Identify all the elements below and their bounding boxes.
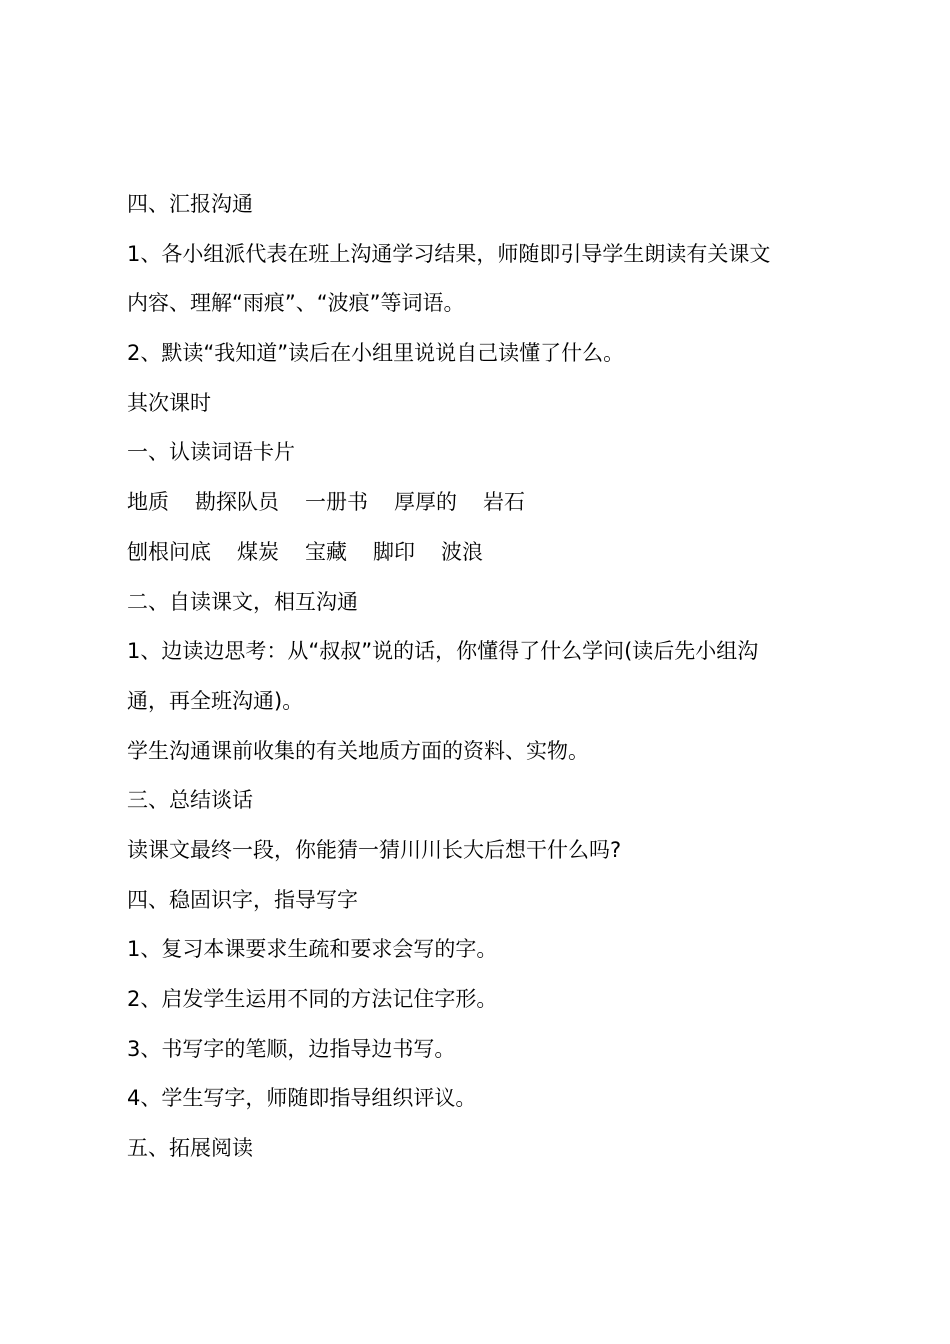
paragraph-line: 读课文最终一段，你能猜一猜川川长大后想干什么吗?	[127, 837, 622, 862]
section-heading: 三、总结谈话	[127, 788, 253, 813]
vocabulary-row	[127, 528, 837, 578]
vocab-word: 岩石	[483, 490, 525, 515]
section-heading: 四、汇报沟通	[127, 192, 253, 216]
vocab-word: 脚印	[373, 539, 415, 564]
section-heading: 五、拓展阅读	[127, 1136, 253, 1161]
section-heading: 四、稳固识字，指导写字	[127, 887, 358, 912]
vocabulary-row	[127, 478, 837, 528]
section-heading: 二、自读课文，相互沟通	[127, 589, 358, 614]
vocab-word: 宝藏	[305, 539, 347, 564]
paragraph-line: 1、复习本课要求生疏和要求会写的字。	[127, 937, 498, 962]
document-body	[127, 180, 837, 1174]
vocab-word: 一册书	[305, 490, 368, 515]
vocab-word: 刨根问底	[127, 539, 211, 564]
paragraph-line: 4、学生写字，师随即指导组织评议。	[127, 1086, 477, 1111]
paragraph-line: 内容、理解“雨痕”、“波痕”等词语。	[127, 291, 465, 316]
vocab-word: 波浪	[441, 539, 483, 564]
vocab-word: 煤炭	[237, 539, 279, 564]
vocab-word: 地质	[127, 490, 169, 515]
paragraph-line: 1、边读边思考：从“叔叔”说的话，你懂得了什么学问(读后先小组沟	[127, 639, 759, 664]
paragraph-line: 2、默读“我知道”读后在小组里说说自己读懂了什么。	[127, 341, 625, 366]
section-heading: 一、认读词语卡片	[127, 440, 295, 465]
vocab-word: 勘探队员	[195, 490, 279, 515]
paragraph-line: 3、书写字的笔顺，边指导边书写。	[127, 1036, 456, 1061]
paragraph-line: 1、各小组派代表在班上沟通学习结果，师随即引导学生朗读有关课文	[127, 241, 771, 266]
paragraph-line: 2、启发学生运用不同的方法记住字形。	[127, 987, 498, 1011]
paragraph-line: 通，再全班沟通)。	[127, 688, 304, 713]
section-heading: 其次课时	[127, 390, 211, 415]
paragraph-line: 学生沟通课前收集的有关地质方面的资料、实物。	[127, 738, 589, 763]
vocab-word: 厚厚的	[394, 490, 457, 515]
